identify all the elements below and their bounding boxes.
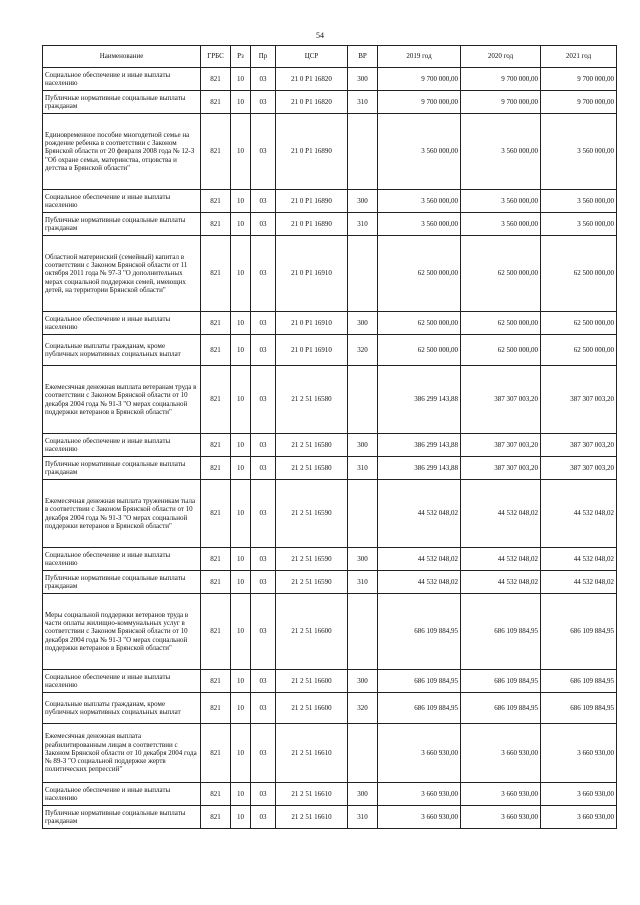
row-rz: 10 [231, 366, 251, 434]
row-pr: 03 [251, 335, 276, 366]
row-grbs: 821 [201, 594, 231, 670]
row-name: Публичные нормативные социальные выплаты гражданам [43, 213, 201, 236]
row-vr [348, 236, 378, 312]
row-name: Социальное обеспечение и иные выплаты населению [43, 548, 201, 571]
row-amount-2019: 3 660 930,00 [378, 806, 461, 829]
header-2019: 2019 год [378, 46, 461, 68]
table-row [43, 335, 617, 366]
row-amount-2020: 3 660 930,00 [461, 724, 541, 783]
row-csr: 21 2 51 16600 [276, 693, 348, 724]
row-grbs: 821 [201, 190, 231, 213]
header-row [43, 46, 617, 68]
row-pr: 03 [251, 783, 276, 806]
row-csr: 21 2 51 16580 [276, 457, 348, 480]
row-amount-2019: 44 532 048,02 [378, 571, 461, 594]
row-amount-2021: 3 660 930,00 [541, 724, 617, 783]
row-vr: 300 [348, 190, 378, 213]
row-grbs: 821 [201, 457, 231, 480]
row-amount-2020: 3 560 000,00 [461, 114, 541, 190]
row-rz: 10 [231, 571, 251, 594]
row-vr: 300 [348, 548, 378, 571]
row-rz: 10 [231, 68, 251, 91]
row-vr [348, 366, 378, 434]
row-amount-2020: 9 700 000,00 [461, 68, 541, 91]
row-pr: 03 [251, 806, 276, 829]
row-pr: 03 [251, 213, 276, 236]
row-amount-2020: 686 109 884,95 [461, 594, 541, 670]
row-pr: 03 [251, 68, 276, 91]
row-name: Меры социальной поддержки ветеранов труда в части оплаты жилищно-коммунальных услуг в соответствии с Законом Брянской области от 10 декабря 2004 года № 91-З "О мерах социальной поддержки ветеранов в Брянской области" [43, 594, 201, 670]
row-csr: 21 0 P1 16820 [276, 68, 348, 91]
row-rz: 10 [231, 670, 251, 693]
row-amount-2019: 3 560 000,00 [378, 190, 461, 213]
row-csr: 21 0 P1 16890 [276, 114, 348, 190]
row-rz: 10 [231, 783, 251, 806]
row-amount-2019: 386 299 143,88 [378, 457, 461, 480]
row-grbs: 821 [201, 91, 231, 114]
row-grbs: 821 [201, 693, 231, 724]
row-amount-2020: 3 560 000,00 [461, 190, 541, 213]
header-csr: ЦСР [276, 46, 348, 68]
row-amount-2021: 3 560 000,00 [541, 190, 617, 213]
row-amount-2020: 62 500 000,00 [461, 236, 541, 312]
row-pr: 03 [251, 594, 276, 670]
row-pr: 03 [251, 190, 276, 213]
table-row [43, 236, 617, 312]
row-grbs: 821 [201, 724, 231, 783]
row-csr: 21 0 P1 16890 [276, 190, 348, 213]
row-name: Социальное обеспечение и иные выплаты населению [43, 312, 201, 335]
row-csr: 21 2 51 16610 [276, 724, 348, 783]
row-name: Ежемесячная денежная выплата реабилитированным лицам в соответствии с Законом Брянской области от 10 декабря 2004 года № 89-З "О социальной поддержке жертв политических репрессий" [43, 724, 201, 783]
row-amount-2021: 62 500 000,00 [541, 236, 617, 312]
table-row [43, 693, 617, 724]
row-amount-2020: 44 532 048,02 [461, 548, 541, 571]
row-rz: 10 [231, 236, 251, 312]
row-pr: 03 [251, 312, 276, 335]
row-amount-2021: 387 307 003,20 [541, 434, 617, 457]
row-rz: 10 [231, 594, 251, 670]
row-amount-2019: 3 660 930,00 [378, 783, 461, 806]
header-name: Наименование [43, 46, 201, 68]
row-grbs: 821 [201, 548, 231, 571]
row-amount-2021: 62 500 000,00 [541, 335, 617, 366]
row-vr [348, 480, 378, 548]
row-amount-2019: 44 532 048,02 [378, 548, 461, 571]
row-amount-2020: 387 307 003,20 [461, 457, 541, 480]
table-row [43, 213, 617, 236]
header-2020: 2020 год [461, 46, 541, 68]
row-amount-2021: 3 660 930,00 [541, 783, 617, 806]
page-number: 54 [316, 31, 324, 40]
row-name: Единовременное пособие многодетной семье на рождение ребенка в соответствии с Законом Брянской области от 20 февраля 2008 года № 12-З "Об охране семьи, материнства, отцовства и детства в Брянской области" [43, 114, 201, 190]
row-vr: 300 [348, 312, 378, 335]
row-rz: 10 [231, 335, 251, 366]
row-grbs: 821 [201, 213, 231, 236]
row-amount-2019: 3 560 000,00 [378, 114, 461, 190]
row-rz: 10 [231, 480, 251, 548]
row-pr: 03 [251, 670, 276, 693]
row-vr: 320 [348, 335, 378, 366]
row-vr [348, 114, 378, 190]
row-name: Ежемесячная денежная выплата ветеранам труда в соответствии с Законом Брянской области от 10 декабря 2004 года № 91-З "О мерах социальной поддержки ветеранов в Брянской области" [43, 366, 201, 434]
table-row [43, 724, 617, 783]
row-amount-2021: 3 560 000,00 [541, 213, 617, 236]
table-row [43, 783, 617, 806]
row-amount-2019: 386 299 143,88 [378, 366, 461, 434]
header-2021: 2021 год [541, 46, 617, 68]
row-amount-2020: 387 307 003,20 [461, 434, 541, 457]
row-csr: 21 2 51 16600 [276, 670, 348, 693]
table-row [43, 312, 617, 335]
row-pr: 03 [251, 693, 276, 724]
row-amount-2019: 686 109 884,95 [378, 670, 461, 693]
row-vr [348, 594, 378, 670]
table-row [43, 366, 617, 434]
row-vr: 300 [348, 670, 378, 693]
row-name: Ежемесячная денежная выплата труженикам тыла в соответствии с Законом Брянской области от 10 декабря 2004 года № 91-З "О мерах социальной поддержки ветеранов в Брянской области" [43, 480, 201, 548]
row-grbs: 821 [201, 236, 231, 312]
row-csr: 21 0 P1 16910 [276, 312, 348, 335]
row-vr: 310 [348, 806, 378, 829]
table-row [43, 114, 617, 190]
row-grbs: 821 [201, 114, 231, 190]
row-vr: 300 [348, 783, 378, 806]
row-csr: 21 2 51 16600 [276, 594, 348, 670]
row-grbs: 821 [201, 670, 231, 693]
row-amount-2019: 62 500 000,00 [378, 236, 461, 312]
row-rz: 10 [231, 457, 251, 480]
row-pr: 03 [251, 114, 276, 190]
row-amount-2020: 387 307 003,20 [461, 366, 541, 434]
table-row [43, 806, 617, 829]
row-pr: 03 [251, 366, 276, 434]
row-amount-2021: 44 532 048,02 [541, 548, 617, 571]
row-grbs: 821 [201, 366, 231, 434]
row-name: Социальное обеспечение и иные выплаты населению [43, 190, 201, 213]
row-name: Социальные выплаты гражданам, кроме публичных нормативных социальных выплат [43, 335, 201, 366]
row-rz: 10 [231, 434, 251, 457]
table-row [43, 434, 617, 457]
row-grbs: 821 [201, 571, 231, 594]
row-amount-2019: 3 660 930,00 [378, 724, 461, 783]
row-name: Социальное обеспечение и иные выплаты населению [43, 68, 201, 91]
row-amount-2020: 686 109 884,95 [461, 693, 541, 724]
row-amount-2020: 62 500 000,00 [461, 312, 541, 335]
row-pr: 03 [251, 480, 276, 548]
row-name: Публичные нормативные социальные выплаты гражданам [43, 571, 201, 594]
row-vr: 310 [348, 457, 378, 480]
row-csr: 21 2 51 16590 [276, 571, 348, 594]
row-name: Областной материнский (семейный) капитал в соответствии с Законом Брянской области от 11 октября 2011 года № 97-З "О дополнительных мерах социальной поддержки семей, имеющих детей, на территории Брянской области" [43, 236, 201, 312]
row-rz: 10 [231, 213, 251, 236]
row-amount-2019: 9 700 000,00 [378, 68, 461, 91]
row-rz: 10 [231, 548, 251, 571]
row-grbs: 821 [201, 68, 231, 91]
row-vr [348, 724, 378, 783]
row-amount-2021: 62 500 000,00 [541, 312, 617, 335]
table-row [43, 91, 617, 114]
table-row [43, 548, 617, 571]
row-amount-2019: 686 109 884,95 [378, 594, 461, 670]
table-row [43, 68, 617, 91]
row-grbs: 821 [201, 783, 231, 806]
row-amount-2020: 62 500 000,00 [461, 335, 541, 366]
row-rz: 10 [231, 693, 251, 724]
row-vr: 310 [348, 213, 378, 236]
table-row [43, 594, 617, 670]
row-name: Публичные нормативные социальные выплаты гражданам [43, 806, 201, 829]
header-pr: Пр [251, 46, 276, 68]
row-csr: 21 0 P1 16910 [276, 236, 348, 312]
row-amount-2021: 387 307 003,20 [541, 457, 617, 480]
row-pr: 03 [251, 91, 276, 114]
row-rz: 10 [231, 190, 251, 213]
header-rz: Рз [231, 46, 251, 68]
row-csr: 21 2 51 16580 [276, 434, 348, 457]
row-amount-2021: 3 560 000,00 [541, 114, 617, 190]
row-amount-2021: 686 109 884,95 [541, 693, 617, 724]
row-rz: 10 [231, 806, 251, 829]
row-rz: 10 [231, 114, 251, 190]
row-amount-2021: 9 700 000,00 [541, 91, 617, 114]
row-amount-2019: 44 532 048,02 [378, 480, 461, 548]
header-vr: ВР [348, 46, 378, 68]
row-csr: 21 0 P1 16890 [276, 213, 348, 236]
row-pr: 03 [251, 434, 276, 457]
row-amount-2019: 686 109 884,95 [378, 693, 461, 724]
row-csr: 21 2 51 16590 [276, 480, 348, 548]
row-amount-2021: 9 700 000,00 [541, 68, 617, 91]
row-amount-2020: 44 532 048,02 [461, 571, 541, 594]
row-csr: 21 2 51 16610 [276, 783, 348, 806]
row-amount-2020: 3 660 930,00 [461, 806, 541, 829]
table-row [43, 670, 617, 693]
row-amount-2019: 386 299 143,88 [378, 434, 461, 457]
row-csr: 21 0 P1 16820 [276, 91, 348, 114]
row-amount-2021: 686 109 884,95 [541, 670, 617, 693]
row-name: Публичные нормативные социальные выплаты гражданам [43, 457, 201, 480]
table-row [43, 190, 617, 213]
row-pr: 03 [251, 457, 276, 480]
row-amount-2020: 3 660 930,00 [461, 783, 541, 806]
row-amount-2020: 9 700 000,00 [461, 91, 541, 114]
row-pr: 03 [251, 548, 276, 571]
row-name: Социальное обеспечение и иные выплаты населению [43, 434, 201, 457]
row-name: Социальные выплаты гражданам, кроме публичных нормативных социальных выплат [43, 693, 201, 724]
header-grbs: ГРБС [201, 46, 231, 68]
row-amount-2019: 3 560 000,00 [378, 213, 461, 236]
row-amount-2021: 3 660 930,00 [541, 806, 617, 829]
row-csr: 21 0 P1 16910 [276, 335, 348, 366]
row-vr: 310 [348, 91, 378, 114]
row-amount-2020: 686 109 884,95 [461, 670, 541, 693]
row-vr: 310 [348, 571, 378, 594]
row-amount-2021: 44 532 048,02 [541, 480, 617, 548]
row-vr: 300 [348, 68, 378, 91]
table-row [43, 480, 617, 548]
row-name: Социальное обеспечение и иные выплаты населению [43, 670, 201, 693]
row-amount-2020: 3 560 000,00 [461, 213, 541, 236]
row-csr: 21 2 51 16610 [276, 806, 348, 829]
row-amount-2019: 62 500 000,00 [378, 312, 461, 335]
row-pr: 03 [251, 571, 276, 594]
row-amount-2021: 686 109 884,95 [541, 594, 617, 670]
table-row [43, 457, 617, 480]
row-amount-2019: 9 700 000,00 [378, 91, 461, 114]
row-pr: 03 [251, 236, 276, 312]
row-grbs: 821 [201, 480, 231, 548]
row-rz: 10 [231, 91, 251, 114]
row-csr: 21 2 51 16580 [276, 366, 348, 434]
row-amount-2021: 387 307 003,20 [541, 366, 617, 434]
row-amount-2020: 44 532 048,02 [461, 480, 541, 548]
row-amount-2019: 62 500 000,00 [378, 335, 461, 366]
table-row [43, 571, 617, 594]
row-csr: 21 2 51 16590 [276, 548, 348, 571]
row-grbs: 821 [201, 335, 231, 366]
row-grbs: 821 [201, 806, 231, 829]
row-rz: 10 [231, 724, 251, 783]
row-name: Публичные нормативные социальные выплаты гражданам [43, 91, 201, 114]
row-grbs: 821 [201, 312, 231, 335]
row-rz: 10 [231, 312, 251, 335]
row-name: Социальное обеспечение и иные выплаты населению [43, 783, 201, 806]
row-grbs: 821 [201, 434, 231, 457]
row-vr: 300 [348, 434, 378, 457]
table-body [43, 68, 617, 829]
row-amount-2021: 44 532 048,02 [541, 571, 617, 594]
budget-table [42, 45, 617, 829]
row-vr: 320 [348, 693, 378, 724]
row-pr: 03 [251, 724, 276, 783]
